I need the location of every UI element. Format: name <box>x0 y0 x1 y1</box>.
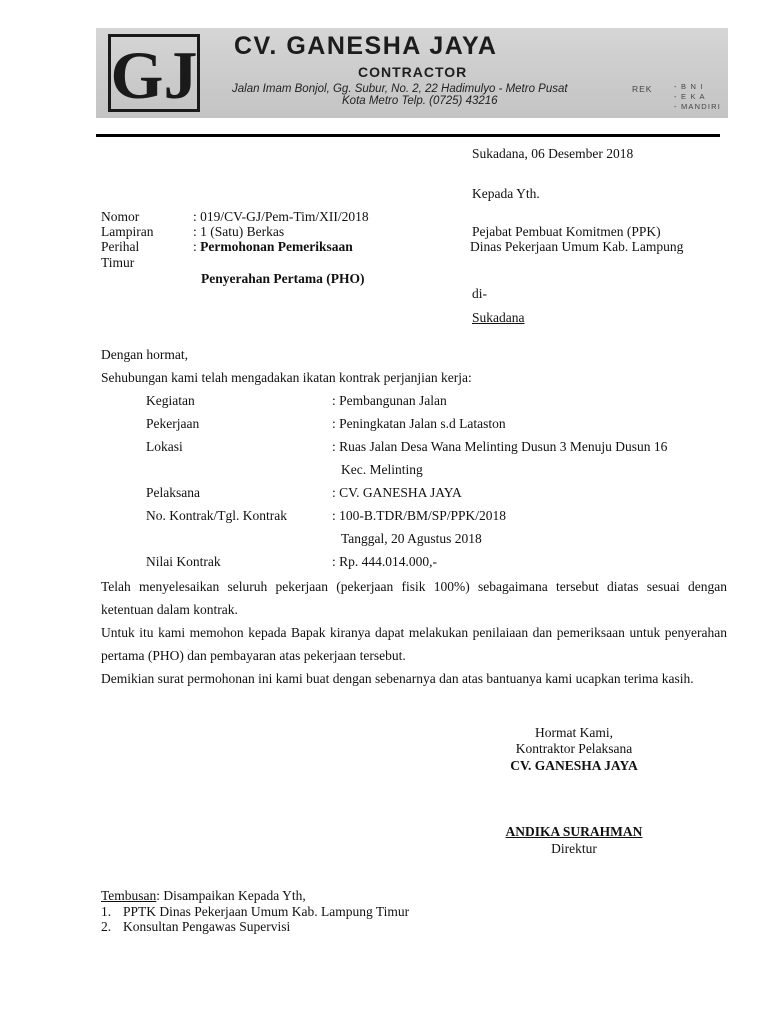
greeting: Dengan hormat, <box>101 347 188 362</box>
bank-list <box>674 82 721 112</box>
letterhead <box>96 28 728 118</box>
lampiran-value: : 1 (Satu) Berkas <box>193 224 285 239</box>
detail-label: Lokasi <box>146 439 183 454</box>
intro-text: Sehubungan kami telah mengadakan ikatan kontrak perjanjian kerja: <box>101 370 472 385</box>
header-rule <box>96 134 720 137</box>
recipient-di: di- <box>472 286 487 301</box>
detail-label: Pelaksana <box>146 485 200 500</box>
signer-role: Kontraktor Pelaksana <box>515 741 633 756</box>
nomor-label: Nomor <box>101 209 140 224</box>
company-address: Jalan Imam Bonjol, Gg. Subur, No. 2, 22 Hadimulyo - Metro Pusat <box>232 83 568 95</box>
detail-label: Pekerjaan <box>146 416 200 431</box>
detail-label: Nilai Kontrak <box>146 554 221 569</box>
bank-account-label: REK <box>632 84 653 94</box>
bank-item: - E K A <box>674 92 706 101</box>
detail-value: : 100-B.TDR/BM/SP/PPK/2018 <box>332 508 507 523</box>
signer-company: CV. GANESHA JAYA <box>510 758 638 773</box>
svg-text:GJ: GJ <box>110 37 198 112</box>
detail-value-continued: Kec. Melinting <box>341 462 423 477</box>
bank-item: - MANDIRI <box>674 102 722 111</box>
recipient-line-1: Pejabat Pembuat Komitmen (PPK) <box>472 224 661 239</box>
detail-label: Kegiatan <box>146 393 195 408</box>
recipient-salutation: Kepada Yth. <box>472 186 540 201</box>
nomor-value: : 019/CV-GJ/Pem-Tim/XII/2018 <box>193 209 369 224</box>
lampiran-label: Lampiran <box>101 224 154 239</box>
body-paragraph: Telah menyelesaikan seluruh pekerjaan (pekerjaan fisik 100%) sebagaimana tersebut diatas sesuai dengan ketentuan dalam kontrak. <box>101 579 727 617</box>
company-name: CV. GANESHA JAYA <box>234 32 498 60</box>
recipient-place: Sukadana <box>472 310 525 325</box>
detail-value: : CV. GANESHA JAYA <box>332 485 462 500</box>
place-date: Sukadana, 06 Desember 2018 <box>472 146 634 161</box>
detail-value-continued: Tanggal, 20 Agustus 2018 <box>341 531 482 546</box>
company-subtitle: CONTRACTOR <box>358 64 468 80</box>
perihal-line-2: Penyerahan Pertama (PHO) <box>201 271 365 286</box>
detail-value: : Ruas Jalan Desa Wana Melinting Dusun 3 Menuju Dusun 16 <box>332 439 668 454</box>
recipient-line-2: Dinas Pekerjaan Umum Kab. Lampung <box>470 239 684 254</box>
company-city-phone: Kota Metro Telp. (0725) 43216 <box>342 95 498 107</box>
signer-name: ANDIKA SURAHMAN <box>505 824 643 839</box>
signer-title: Direktur <box>551 841 597 856</box>
detail-label: No. Kontrak/Tgl. Kontrak <box>146 508 287 523</box>
detail-value: : Peningkatan Jalan s.d Lataston <box>332 416 506 431</box>
body-paragraph: Demikian surat permohonan ini kami buat dengan sebenarnya dan atas bantuanya kami ucapkan terima kasih. <box>101 671 694 686</box>
perihal-wrap: Timur <box>101 255 135 270</box>
company-logo <box>108 34 200 112</box>
body-paragraph: Untuk itu kami memohon kepada Bapak kiranya dapat melakukan penilaiaan dan pemeriksaan untuk penyerahan pertama (PHO) dan pembayaran atas pekerjaan tersebut. <box>101 625 727 663</box>
perihal-value: : Permohonan Pemeriksaan <box>193 239 353 254</box>
detail-value: : Pembangunan Jalan <box>332 393 447 408</box>
bank-item: - B N I <box>674 82 704 91</box>
cc-heading: Tembusan: Disampaikan Kepada Yth, <box>101 888 306 903</box>
cc-item: 2. Konsultan Pengawas Supervisi <box>101 919 291 934</box>
cc-item: 1. PPTK Dinas Pekerjaan Umum Kab. Lampung Timur <box>101 904 410 919</box>
detail-value: : Rp. 444.014.000,- <box>332 554 438 569</box>
perihal-label: Perihal <box>101 239 140 254</box>
closing: Hormat Kami, <box>535 725 613 740</box>
